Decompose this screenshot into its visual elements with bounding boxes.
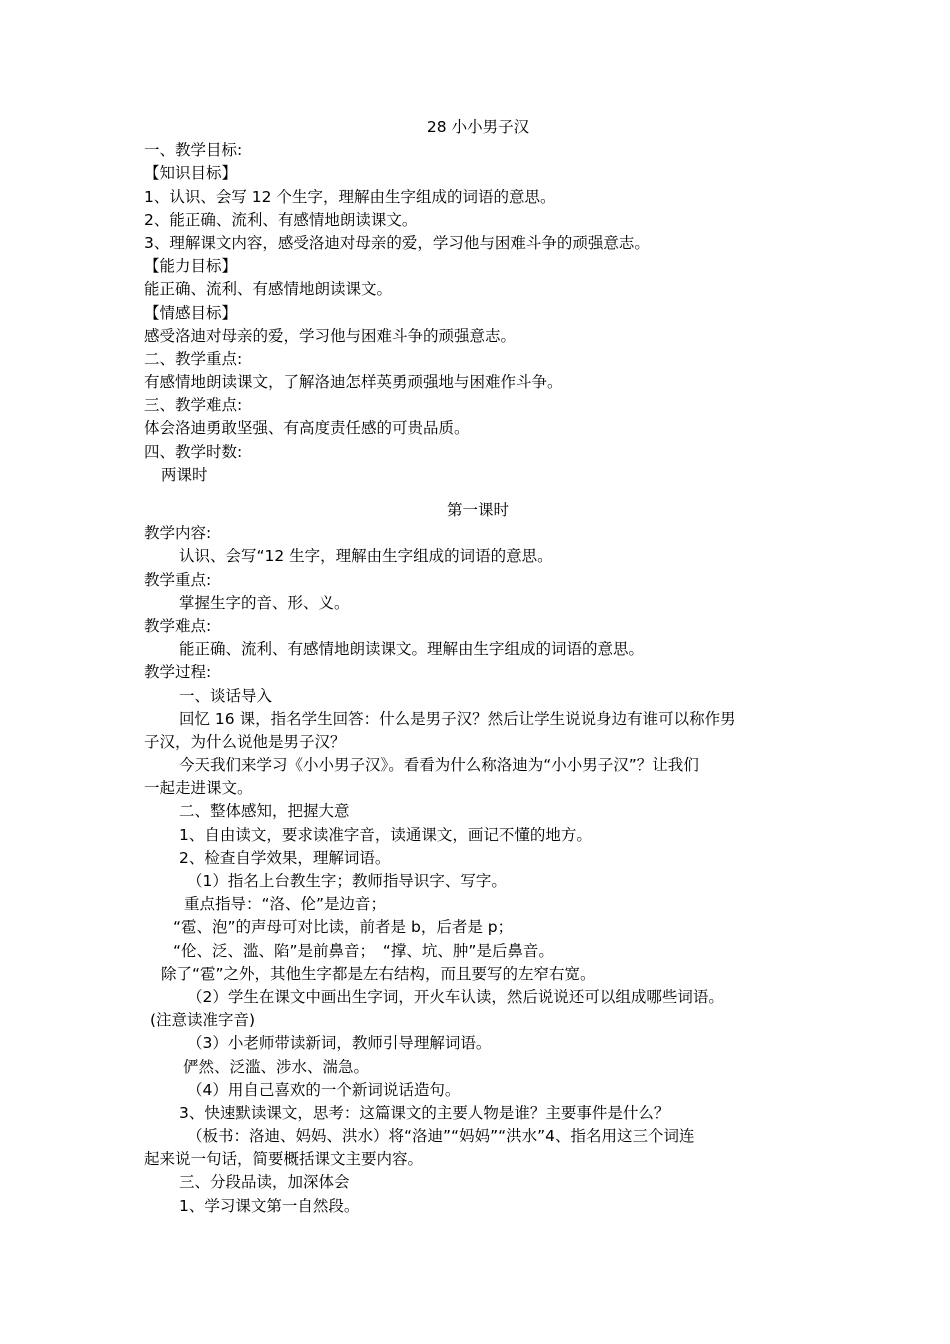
section-title: 第一课时 [446,501,509,519]
guidance-line-2: “雹、泡”的声母可对比读，前者是 b，后者是 p； [173,918,514,937]
document-title: 28 小小男子汉 [426,118,530,136]
emotion-goal: 感受洛迪对母亲的爱，学习他与困难斗争的顽强意志。 [144,326,517,345]
heading-key-points: 二、教学重点: [144,349,243,368]
step-intro-text-4: 一起走进课文。 [144,779,253,798]
step-overview-sub-3: （3）小老师带读新词，教师引导理解词语。 [187,1034,492,1053]
step-intro-text-3: 今天我们来学习《小小男子汉》。看看为什么称洛迪为“小小男子汉”？让我们 [179,756,699,775]
step-overview-heading: 二、整体感知，把握大意 [179,802,350,821]
step-intro-text-1: 回忆 16 课，指名学生回答：什么是男子汉？然后让学生说说身边有谁可以称作男 [179,709,736,728]
knowledge-goal-3: 3、理解课文内容，感受洛迪对母亲的爱，学习他与困难斗争的顽强意志。 [144,233,650,252]
step-overview-item-1: 1、自由读文，要求读准字音，读通课文，画记不懂的地方。 [179,825,592,844]
step-overview-sub-1: （1）指名上台教生字；教师指导识字、写字。 [187,872,507,890]
heading-lesson-difficulties: 教学难点: [144,616,212,635]
board-writing-line-1: （板书：洛迪、妈妈、洪水）将“洛迪”“妈妈”“洪水”4、指名用这三个词连 [187,1127,695,1146]
content-text: 认识、会写“12 生字，理解由生字组成的词语的意思。 [179,547,553,566]
guidance-line-4: 除了“雹”之外，其他生字都是左右结构，而且要写的左窄右宽。 [161,964,596,983]
guidance-line-3: “伦、泛、滥、陷”是前鼻音； “撑、坑、肿”是后鼻音。 [173,941,554,960]
board-writing-line-2: 起来说一句话，简要概括课文主要内容。 [144,1150,424,1169]
step-reading-heading: 三、分段品读，加深体会 [179,1173,350,1192]
key-points-text: 有感情地朗读课文，了解洛迪怎样英勇顽强地与困难作斗争。 [144,373,563,392]
section-gap [144,487,812,499]
heading-teaching-goals: 一、教学目标: [144,141,243,160]
document-page [144,116,812,1218]
step-intro-text-2: 子汉，为什么说他是男子汉？ [144,732,346,751]
guidance-line-1: 重点指导：“洛、伦”是边音； [184,895,387,914]
class-hours-text: 两课时 [161,465,208,484]
step-overview-item-2: 2、检查自学效果，理解词语。 [179,848,391,867]
step-overview-sub-2: （2）学生在课文中画出生字词，开火车认读，然后说说还可以组成哪些词语。 [187,987,724,1006]
heading-lesson-key-points: 教学重点: [144,570,212,589]
vocabulary-list: 俨然、泛滥、涉水、湍急。 [183,1057,370,1076]
heading-emotion-goals: 【情感目标】 [144,303,238,322]
knowledge-goal-2: 2、能正确、流利、有感情地朗读课文。 [144,210,418,229]
lesson-key-points-text: 掌握生字的音、形、义。 [179,593,350,612]
ability-goal: 能正确、流利、有感情地朗读课文。 [144,280,393,299]
step-overview-sub-2-note: (注意读准字音) [150,1011,256,1030]
heading-knowledge-goals: 【知识目标】 [144,164,238,183]
heading-process: 教学过程: [144,663,212,682]
lesson-difficulties-text: 能正确、流利、有感情地朗读课文。理解由生字组成的词语的意思。 [179,640,645,659]
step-reading-item-1: 1、学习课文第一自然段。 [179,1196,360,1215]
difficulties-text: 体会洛迪勇敢坚强、有高度责任感的可贵品质。 [144,419,470,438]
heading-class-hours: 四、教学时数: [144,442,243,461]
heading-difficulties: 三、教学难点: [144,396,243,415]
step-overview-item-3: 3、快速默读课文，思考：这篇课文的主要人物是谁？主要事件是什么？ [179,1103,670,1122]
knowledge-goal-1: 1、认识、会写 12 个生字，理解由生字组成的词语的意思。 [144,187,556,206]
step-overview-sub-4: （4）用自己喜欢的一个新词说话造句。 [187,1080,461,1099]
heading-ability-goals: 【能力目标】 [144,257,238,276]
step-intro-heading: 一、谈话导入 [179,686,273,705]
heading-content: 教学内容: [144,524,212,543]
